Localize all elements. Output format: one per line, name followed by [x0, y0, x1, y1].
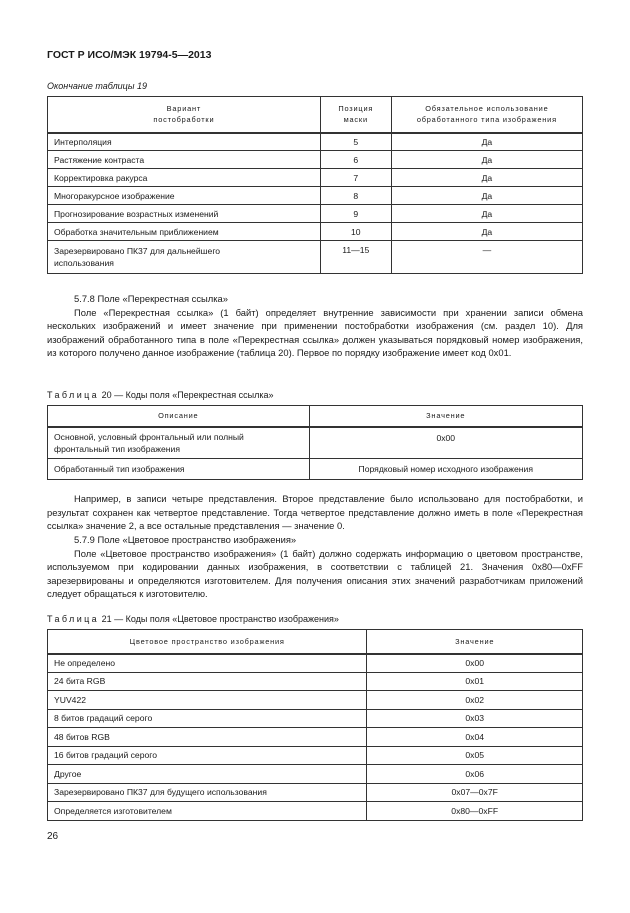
- table-row: [48, 709, 583, 728]
- table-cell: Да: [391, 133, 582, 151]
- section-5-7-8: [47, 292, 583, 360]
- table-cell: Зарезервировано ПК37 для будущего использования: [48, 783, 367, 802]
- table-row: [48, 151, 583, 169]
- table-cell: 11—15: [320, 241, 391, 274]
- table-row: [48, 223, 583, 241]
- table-cell: Другое: [48, 765, 367, 784]
- caption-text: 21 — Коды поля «Цветовое пространство изображения»: [101, 614, 339, 624]
- table-cell: Зарезервировано ПК37 для дальнейшего использования: [48, 241, 321, 274]
- table-cell: Прогнозирование возрастных изменений: [48, 205, 321, 223]
- table-cell: Не определено: [48, 654, 367, 673]
- table-row: [48, 672, 583, 691]
- standard-header: ГОСТ Р ИСО/МЭК 19794-5—2013: [47, 49, 212, 61]
- section-title: 5.7.8 Поле «Перекрестная ссылка»: [74, 293, 228, 304]
- table-row: [48, 802, 583, 821]
- table21-header-colorspace: Цветовое пространство изображения: [48, 630, 367, 654]
- table-cell: 48 битов RGB: [48, 728, 367, 747]
- table-row: [48, 133, 583, 151]
- example-paragraph: [47, 492, 583, 533]
- table-cell: Да: [391, 205, 582, 223]
- table-cell: Да: [391, 187, 582, 205]
- section-text: Поле «Перекрестная ссылка» (1 байт) определяет внутренние зависимости при хранении записи обмена нескольких изображений и имеет значение при применении постобработки изображения (см. раздел 10). Для изображений обработанного типа в поле «Перекрестная ссылка» должен указываться порядковый номер изображения, из которого получено данное изображение (таблица 20). Первое по порядку изображение имеет код 0x01.: [47, 306, 583, 359]
- table-cell: 0x07—0x7F: [367, 783, 583, 802]
- caption-label: Таблица: [47, 390, 100, 400]
- table-row: [48, 746, 583, 765]
- table-row: [48, 691, 583, 710]
- table19-header-variant: Вариант постобработки: [48, 97, 321, 133]
- table-cell: Интерполяция: [48, 133, 321, 151]
- table-row: [48, 783, 583, 802]
- section-title: 5.7.9 Поле «Цветовое пространство изображения»: [74, 534, 297, 545]
- table-row: [48, 427, 583, 459]
- table-row: [48, 765, 583, 784]
- caption-text: 20 — Коды поля «Перекрестная ссылка»: [101, 390, 274, 400]
- table-cell: 0x00: [367, 654, 583, 673]
- table19-header-mandatory: Обязательное использование обработанного типа изображения: [391, 97, 582, 133]
- table20-header-value: Значение: [309, 406, 582, 427]
- table-row: [48, 169, 583, 187]
- table-row: [48, 654, 583, 673]
- table19-header-position: Позиция маски: [320, 97, 391, 133]
- table-row: [48, 205, 583, 223]
- table-row: [48, 187, 583, 205]
- table-cell: 6: [320, 151, 391, 169]
- table-cell: Корректировка ракурса: [48, 169, 321, 187]
- table-cell: YUV422: [48, 691, 367, 710]
- table-cell: 0x02: [367, 691, 583, 710]
- table19-caption: Окончание таблицы 19: [47, 81, 147, 91]
- table-cell: 8 битов градаций серого: [48, 709, 367, 728]
- table-cell: 0x03: [367, 709, 583, 728]
- table-cell: 0x01: [367, 672, 583, 691]
- table-cell: 10: [320, 223, 391, 241]
- table-cell: Обработка значительным приближением: [48, 223, 321, 241]
- table-row: [48, 459, 583, 480]
- table-cell: 0x80—0xFF: [367, 802, 583, 821]
- table-cell: 0x04: [367, 728, 583, 747]
- table-cell: Порядковый номер исходного изображения: [309, 459, 582, 480]
- table-19: [47, 96, 583, 274]
- table21-caption: [47, 614, 339, 624]
- table-cell: 5: [320, 133, 391, 151]
- table-cell: Многоракурсное изображение: [48, 187, 321, 205]
- table-cell: 0x00: [309, 427, 582, 459]
- table-cell: 16 битов градаций серого: [48, 746, 367, 765]
- table-cell: Да: [391, 151, 582, 169]
- table-cell: 9: [320, 205, 391, 223]
- page-number: 26: [47, 831, 59, 842]
- table-cell: 0x05: [367, 746, 583, 765]
- table-cell: Основной, условный фронтальный или полный фронтальный тип изображения: [48, 427, 310, 459]
- caption-label: Таблица: [47, 614, 100, 624]
- section-5-7-9: [47, 533, 583, 601]
- table-cell: Растяжение контраста: [48, 151, 321, 169]
- table-20: [47, 405, 583, 480]
- table-21: [47, 629, 583, 821]
- table-cell: 24 бита RGB: [48, 672, 367, 691]
- table20-header-description: Описание: [48, 406, 310, 427]
- table-cell: Да: [391, 169, 582, 187]
- table-cell: Обработанный тип изображения: [48, 459, 310, 480]
- table-cell: 8: [320, 187, 391, 205]
- table21-header-value: Значение: [367, 630, 583, 654]
- example-text: Например, в записи четыре представления. Второе представление было использовано для постобработки, и результат сохранен как четвертое представление. Тогда четвертое представление должно иметь в поле «Перекрестная ссылка» значение 2, а все остальные представления — значение 0.: [47, 493, 583, 532]
- table-cell: Определяется изготовителем: [48, 802, 367, 821]
- section-text: Поле «Цветовое пространство изображения» (1 байт) должно содержать информацию о цветовом пространстве, используемом при кодировании данных изображения, в соответствии с таблицей 21. Значения 0x80—0xFF зарезервированы и определяются изготовителем. Для получения описания этих значений разработчикам приложений следует обращаться к изготовителю.: [47, 547, 583, 600]
- table-row: [48, 241, 583, 274]
- table-cell: —: [391, 241, 582, 274]
- table20-caption: [47, 390, 273, 400]
- table-cell: 7: [320, 169, 391, 187]
- table-cell: Да: [391, 223, 582, 241]
- table-row: [48, 728, 583, 747]
- table-cell: 0x06: [367, 765, 583, 784]
